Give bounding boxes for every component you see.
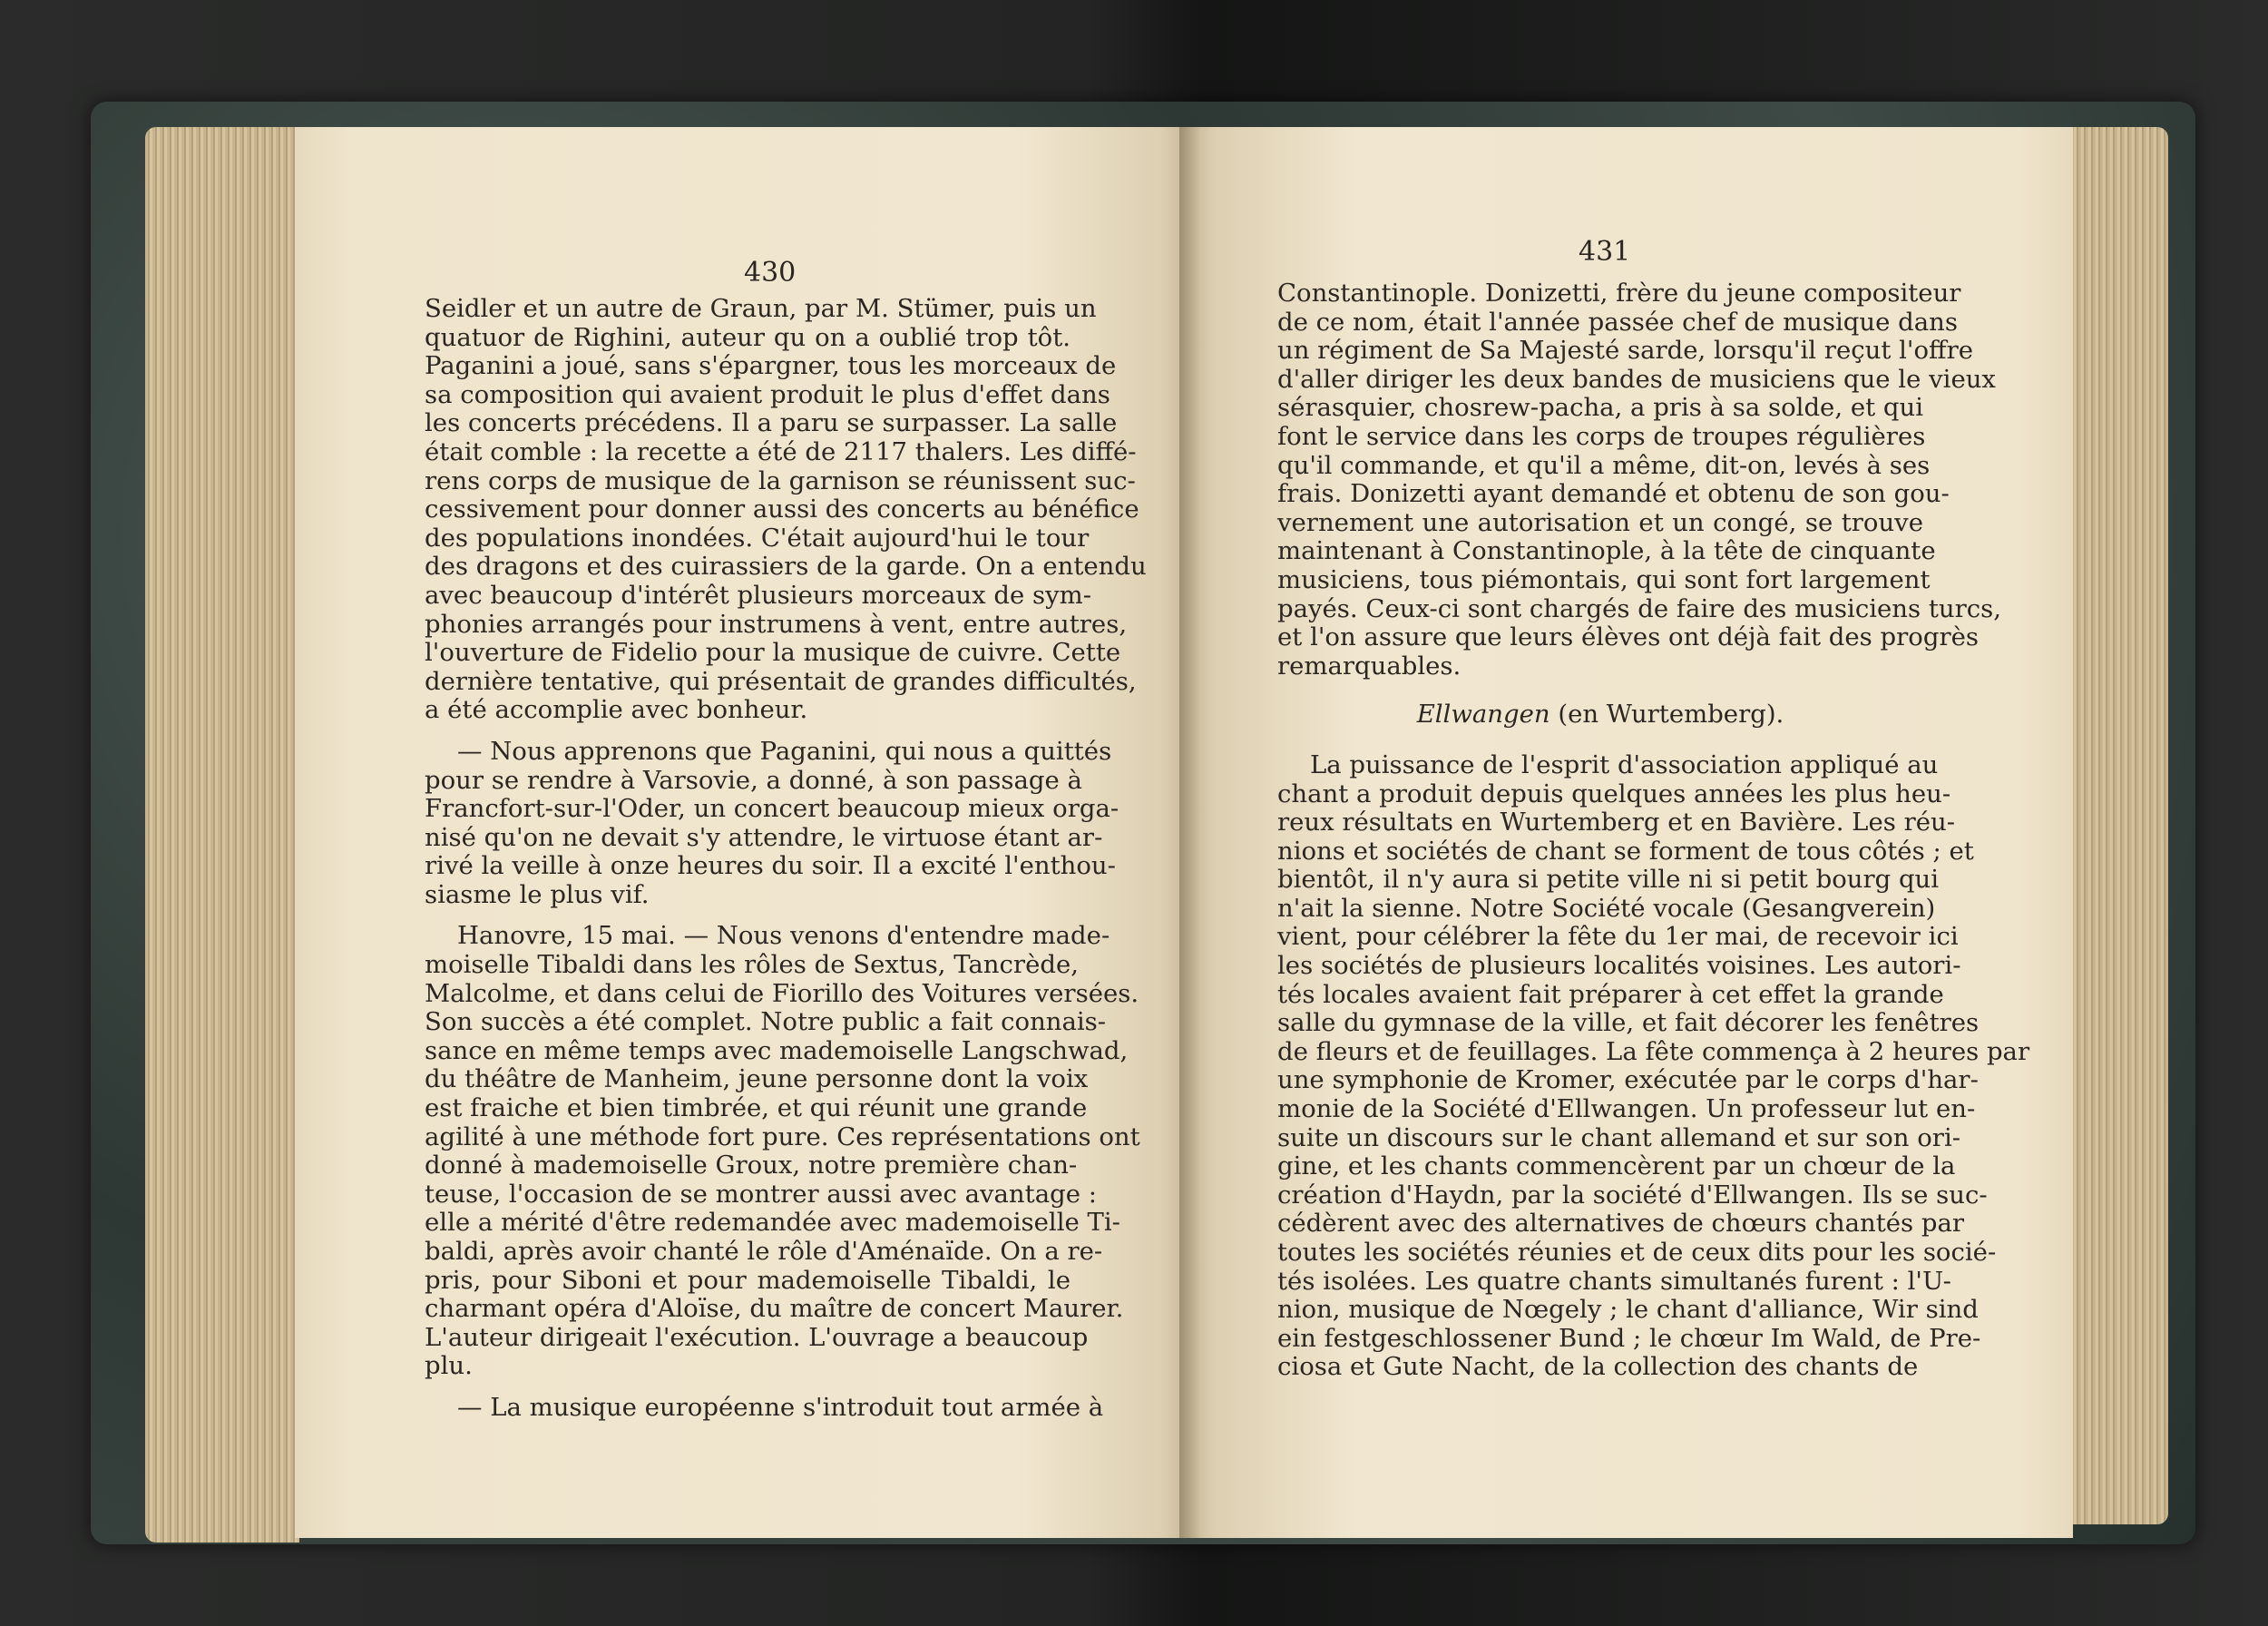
text-line: et l'on assure que leurs élèves ont déjà fait des progrès xyxy=(1277,622,1979,652)
text-line: a été accomplie avec bonheur. xyxy=(425,695,808,725)
paragraph xyxy=(425,1392,1104,1423)
text-line: les sociétés de plusieurs localités voisines. Les autori- xyxy=(1277,951,1961,981)
text-line: vernement une autorisation et un congé, se trouve xyxy=(1277,507,1923,537)
text-line: salle du gymnase de la ville, et fait décorer les fenêtres xyxy=(1277,1008,1980,1038)
text-line: Francfort-sur-l'Oder, un concert beaucoup mieux orga- xyxy=(425,794,1119,824)
right-page-text xyxy=(1277,279,2030,1382)
text-line: Constantinople. Donizetti, frère du jeune compositeur xyxy=(1277,279,1961,308)
text-line: suite un discours sur le chant allemand et sur son ori- xyxy=(1277,1122,1961,1152)
text-line: sérasquier, chosrew-pacha, a pris à sa solde, et qui xyxy=(1277,393,1923,423)
paragraph xyxy=(425,294,1147,725)
text-line: une symphonie de Kromer, exécutée par le corps d'har- xyxy=(1277,1065,1979,1095)
text-line: toutes les sociétés réunies et de ceux dits pour les socié- xyxy=(1277,1238,1997,1267)
text-line: Seidler et un autre de Graun, par M. Stümer, puis un xyxy=(425,294,1097,323)
text-line: du théâtre de Manheim, jeune personne dont la voix xyxy=(425,1064,1089,1094)
text-line: frais. Donizetti ayant demandé et obtenu de son gou- xyxy=(1277,479,1950,509)
text-line: charmant opéra d'Aloïse, du maître de concert Maurer. xyxy=(425,1294,1124,1324)
paragraph xyxy=(1277,749,2030,1382)
text-line: ciosa et Gute Nacht, de la collection des chants de xyxy=(1277,1352,1919,1382)
text-line: musiciens, tous piémontais, qui sont fort largement xyxy=(1277,564,1931,594)
text-line: gine, et les chants commencèrent par un chœur de la xyxy=(1277,1151,1956,1181)
text-line: siasme le plus vif. xyxy=(425,879,650,909)
text-line: payés. Ceux-ci sont chargés de faire des musiciens turcs, xyxy=(1277,593,2002,623)
section-heading-place: Ellwangen xyxy=(1416,700,1550,730)
text-line: Paganini a joué, sans s'épargner, tous les morceaux de xyxy=(425,351,1117,381)
text-line: l'ouverture de Fidelio pour la musique de cuivre. Cette xyxy=(425,638,1121,668)
paragraph-gap xyxy=(425,909,1070,922)
text-line: Malcolme, et dans celui de Fiorillo des Voitures versées. xyxy=(425,978,1139,1008)
text-line: pris, pour Siboni et pour mademoiselle Tibaldi, le xyxy=(425,1265,1070,1295)
text-line: chant a produit depuis quelques années les plus heu- xyxy=(1277,779,1951,808)
text-line: création d'Haydn, par la société d'Ellwangen. Ils se suc- xyxy=(1277,1180,1988,1210)
text-line: remarquables. xyxy=(1277,651,1461,681)
text-line: un régiment de Sa Majesté sarde, lorsqu'il reçut l'offre xyxy=(1277,336,1973,366)
text-line: baldi, après avoir chanté le rôle d'Aménaïde. On a re- xyxy=(425,1237,1103,1266)
text-line: des dragons et des cuirassiers de la garde. On a entendu xyxy=(425,552,1147,582)
text-line: maintenant à Constantinople, à la tête de cinquante xyxy=(1277,536,1936,566)
left-page-edges xyxy=(145,127,299,1543)
left-page-number: 430 xyxy=(744,257,797,289)
text-line: de fleurs et de feuillages. La fête commença à 2 heures par xyxy=(1277,1036,2030,1066)
left-page-text xyxy=(425,294,1147,1423)
text-line: les concerts précédens. Il a paru se surpasser. La salle xyxy=(425,408,1118,438)
text-line: bientôt, il n'y aura si petite ville ni si petit bourg qui xyxy=(1277,865,1940,895)
text-line: avec beaucoup d'intérêt plusieurs morceaux de sym- xyxy=(425,580,1092,610)
text-line: n'ait la sienne. Notre Société vocale (Gesangverein) xyxy=(1277,893,1936,923)
text-line: elle a mérité d'être redemandée avec mademoiselle Ti- xyxy=(425,1208,1120,1238)
text-line: de ce nom, était l'année passée chef de musique dans xyxy=(1277,307,1958,337)
text-line: monie de la Société d'Ellwangen. Un professeur lut en- xyxy=(1277,1094,1976,1124)
text-line: vient, pour célébrer la fête du 1er mai, de recevoir ici xyxy=(1277,922,1959,952)
text-line: L'auteur dirigeait l'exécution. L'ouvrage a beaucoup xyxy=(425,1322,1089,1352)
text-line: Son succès a été complet. Notre public a fait connais- xyxy=(425,1007,1107,1037)
text-line: nisé qu'on ne devait s'y attendre, le virtuose étant ar- xyxy=(425,822,1103,852)
text-line: quatuor de Righini, auteur qu on a oublié trop tôt. xyxy=(425,322,1070,352)
paragraph xyxy=(425,736,1119,910)
text-line: était comble : la recette a été de 2117 thalers. Les diffé- xyxy=(425,436,1137,466)
text-line: phonies arrangés pour instrumens à vent, entre autres, xyxy=(425,609,1128,639)
text-line: nion, musique de Nœgely ; le chant d'alliance, Wir sind xyxy=(1277,1295,1979,1325)
text-line: nions et sociétés de chant se forment de tous côtés ; et xyxy=(1277,836,1974,866)
text-line: sa composition qui avaient produit le plus d'effet dans xyxy=(425,379,1110,409)
text-line: Hanovre, 15 mai. — Nous venons d'entendre made- xyxy=(457,921,1110,951)
section-heading xyxy=(1277,700,1923,730)
text-line: rivé la veille à onze heures du soir. Il a excité l'enthou- xyxy=(425,851,1116,881)
text-line: tés locales avaient fait préparer à cet effet la grande xyxy=(1277,979,1944,1009)
text-line: La puissance de l'esprit d'association appliqué au xyxy=(1310,749,1939,779)
right-page-edges xyxy=(2059,127,2168,1524)
text-line: reux résultats en Wurtemberg et en Bavière. Les réu- xyxy=(1277,808,1955,837)
paragraph-gap xyxy=(425,725,1070,738)
text-line: tés isolées. Les quatre chants simultanés furent : l'U- xyxy=(1277,1266,1951,1296)
text-line: d'aller diriger les deux bandes de musiciens que le vieux xyxy=(1277,364,1996,394)
text-line: rens corps de musique de la garnison se réunissent suc- xyxy=(425,465,1136,495)
book-gutter xyxy=(1179,127,1201,1538)
text-line: font le service dans les corps de troupes régulières xyxy=(1277,421,1926,451)
text-line: ein festgeschlossener Bund ; le chœur Im Wald, de Pre- xyxy=(1277,1323,1981,1353)
paragraph xyxy=(1277,279,2002,681)
paragraph xyxy=(425,921,1140,1381)
text-line: qu'il commande, et qu'il a même, dit-on, levés à ses xyxy=(1277,450,1931,480)
text-line: cédèrent avec des alternatives de chœurs chantés par xyxy=(1277,1209,1965,1239)
text-line: des populations inondées. C'était aujourd'hui le tour xyxy=(425,523,1090,553)
right-page-number: 431 xyxy=(1579,236,1631,268)
paragraph-gap xyxy=(425,1381,1070,1394)
section-heading-region: (en Wurtemberg). xyxy=(1549,700,1784,730)
text-line: plu. xyxy=(425,1351,473,1381)
text-line: pour se rendre à Varsovie, a donné, à son passage à xyxy=(425,765,1082,795)
text-line: cessivement pour donner aussi des concerts au bénéfice xyxy=(425,495,1139,524)
text-line: — La musique européenne s'introduit tout armée à xyxy=(457,1392,1104,1422)
text-line: moiselle Tibaldi dans les rôles de Sextus, Tancrède, xyxy=(425,950,1079,980)
text-line: teuse, l'occasion de se montrer aussi avec avantage : xyxy=(425,1179,1097,1209)
text-line: donné à mademoiselle Groux, notre première chan- xyxy=(425,1151,1078,1180)
text-line: agilité à une méthode fort pure. Ces représentations ont xyxy=(425,1122,1140,1151)
text-line: dernière tentative, qui présentait de grandes difficultés, xyxy=(425,666,1137,696)
text-line: — Nous apprenons que Paganini, qui nous a quittés xyxy=(457,736,1112,766)
text-line: est fraiche et bien timbrée, et qui réunit une grande xyxy=(425,1093,1088,1123)
text-line: sance en même temps avec mademoiselle Langschwad, xyxy=(425,1035,1129,1065)
